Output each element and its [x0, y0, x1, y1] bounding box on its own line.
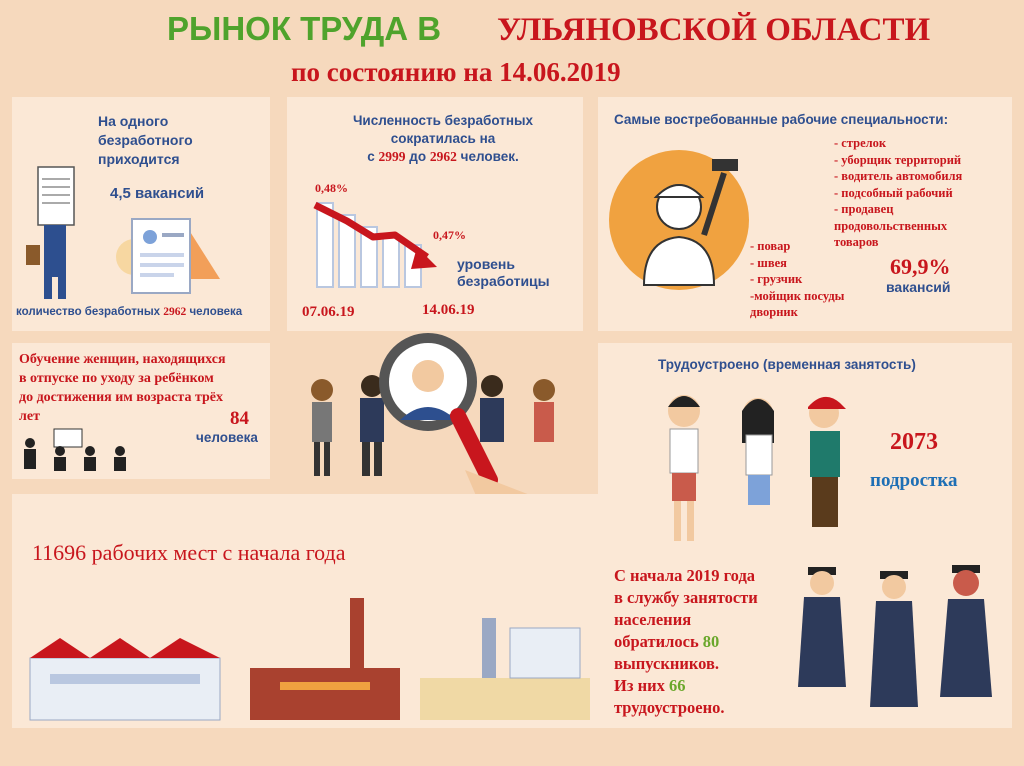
panel2-mid: до [409, 149, 427, 164]
rate-label: уровень безработицы [457, 256, 550, 289]
panel2-heading-line2: сократилась на [390, 131, 496, 146]
profession-item: дворник [750, 305, 798, 319]
professions-list-left [750, 238, 844, 321]
graduates-line7: трудоустроено. [614, 698, 725, 717]
profession-item: -мойщик посуды [750, 288, 845, 303]
graduates-line5: выпускников. [614, 654, 720, 673]
unemployed-count-unit: человека [189, 306, 243, 318]
graduates-line3: населения [614, 610, 692, 629]
panel1-footer [16, 306, 242, 318]
worker-with-hammer-illustration [604, 145, 754, 295]
teenagers-label: подростка [870, 470, 958, 491]
teenagers-illustration [656, 383, 856, 551]
profession-item: - грузчик [750, 272, 803, 286]
unemployed-count-label: количество безработных [16, 306, 161, 318]
vacancies-percent: 69,9% [890, 254, 951, 279]
panel-women-training [12, 343, 270, 479]
unemployment-chart [287, 97, 583, 331]
panel-unemployment-decrease [287, 97, 583, 331]
teenagers-count: 2073 [890, 429, 938, 455]
subtitle: по состоянию на 14.06.2019 [291, 57, 621, 87]
date-before: 07.06.19 [302, 304, 355, 320]
profession-item: - продавец продовольственных товаров [834, 202, 948, 249]
graduates-applied-label: обратилось [614, 632, 699, 651]
factories-illustration [20, 598, 600, 728]
profession-item: - повар [750, 239, 791, 253]
resume-illustration [112, 209, 232, 299]
panel-temporary-employment [598, 343, 1012, 553]
new-jobs-text: 11696 рабочих мест с начала года [32, 540, 346, 565]
professions-list-right [834, 135, 962, 251]
vacancies-percent-label: вакансий [886, 279, 951, 295]
panel-demanded-professions [598, 97, 1012, 331]
graduates-employed-count: 66 [668, 676, 686, 695]
graduates-text [614, 565, 758, 719]
graduates-line1: С начала 2019 года [614, 566, 756, 585]
profession-item: - уборщик территорий [834, 152, 962, 167]
profession-item: - водитель автомобиля [834, 169, 963, 183]
chart-bar [383, 237, 399, 287]
unemployed-to: 2962 [429, 149, 457, 164]
panel-vacancies-per-unemployed [12, 97, 270, 331]
date-after: 14.06.19 [422, 302, 475, 318]
panel1-vacancies: 4,5 вакансий [110, 185, 205, 202]
profession-item: - швея [750, 255, 787, 270]
panel2-suffix: человек. [460, 149, 519, 164]
classroom-silhouette-illustration [16, 429, 146, 475]
rate-after: 0,47% [433, 228, 466, 242]
unemployed-from: 2999 [378, 149, 406, 164]
profession-item: - подсобный рабочий [834, 185, 953, 200]
women-training-unit: человека [196, 430, 258, 445]
panel1-heading: На одного безработного приходится [98, 113, 193, 167]
rate-before: 0,48% [315, 181, 348, 195]
women-training-text: Обучение женщин, находящихся в отпуске по уходу за ребёнком до достижения им возраста трёх лет [19, 352, 226, 424]
profession-item: - стрелок [834, 136, 887, 150]
panel-new-jobs [12, 494, 610, 728]
graduates-employed-label: Из них [614, 676, 665, 695]
unemployed-count-value: 2962 [163, 306, 187, 318]
title-green: РЫНОК ТРУДА В [167, 10, 442, 47]
graduates-line6 [614, 675, 758, 697]
job-seeker-illustration [12, 159, 92, 309]
panel-graduates [598, 553, 1012, 728]
panel2-heading-line1: Численность безработных [352, 113, 534, 128]
title-red: УЛЬЯНОВСКОЙ ОБЛАСТИ [497, 12, 931, 48]
graduates-applied-count: 80 [702, 632, 720, 651]
graduates-line2: в службу занятости [614, 588, 758, 607]
graduates-line4 [614, 631, 758, 653]
women-training-number: 84 [230, 408, 249, 429]
graduates-illustration [794, 557, 1008, 725]
panel3-heading: Самые востребованные рабочие специальности: [614, 112, 949, 127]
panel5-heading: Трудоустроено (временная занятость) [658, 357, 916, 372]
panel2-prefix: с [367, 149, 375, 164]
